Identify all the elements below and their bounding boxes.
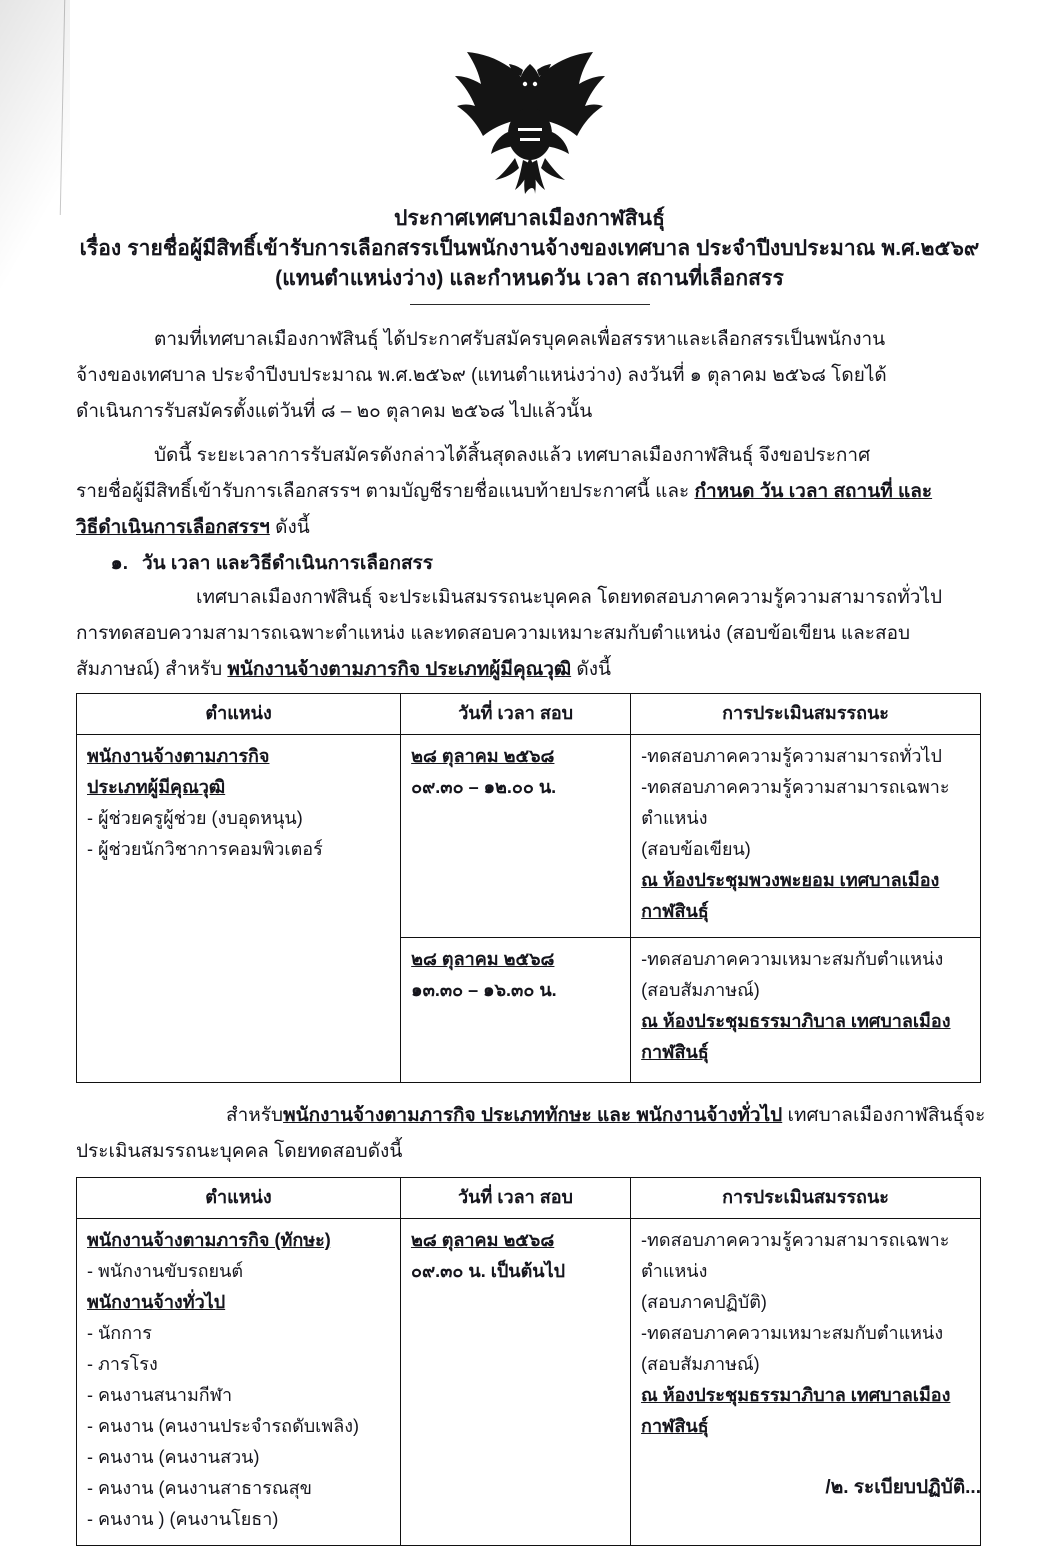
table2-assessment-line-4: (สอบสัมภาษณ์) — [641, 1354, 760, 1374]
table1-assessment-1-line-2: -ทดสอบภาคความรู้ความสามารถเฉพาะตำแหน่ง — [641, 777, 950, 828]
table2-position-item-4: - คนงานสนามกีฬา — [87, 1385, 233, 1405]
table1-assessment-2-line-1: -ทดสอบภาคความเหมาะสมกับตำแหน่ง — [641, 949, 944, 969]
table1-assessment-1-line-3: (สอบข้อเขียน) — [641, 839, 751, 859]
paragraph-2-tail: ดังนี้ — [269, 517, 310, 538]
exam-schedule-table-1 — [76, 693, 981, 1083]
paragraph-2-text: รายชื่อผู้มีสิทธิ์เข้ารับการเลือกสรรฯ ตามบัญชีรายชื่อแนบท้ายประกาศนี้ และ — [76, 481, 695, 502]
mid-text-2: เทศบาลเมืองกาฬสินธุ์จะ — [782, 1105, 986, 1126]
table1-header-assessment: การประเมินสมรรถนะ — [631, 694, 981, 735]
paragraph-3-line-1: เทศบาลเมืองกาฬสินธุ์ จะประเมินสมรรถนะบุคคล โดยทดสอบภาคความรู้ความสามารถทั่วไป — [196, 587, 943, 608]
table1-assessment-cell-2 — [631, 938, 981, 1083]
table1-position-heading-1: พนักงานจ้างตามภารกิจ — [87, 746, 270, 766]
paragraph-2-line-3 — [76, 511, 987, 545]
table2-position-item-2: - นักการ — [87, 1323, 152, 1343]
page-footer-note: /๒. ระเบียบปฏิบัติ... — [825, 1477, 981, 1498]
mid-paragraph — [76, 1099, 987, 1169]
table1-position-heading-2: ประเภทผู้มีคุณวุฒิ — [87, 777, 226, 797]
table1-venue-2: ณ ห้องประชุมธรรมาภิบาล เทศบาลเมืองกาฬสินธุ์ — [641, 1011, 951, 1062]
table2-position-cell — [77, 1219, 401, 1546]
paragraph-3-line-3 — [76, 653, 987, 687]
table2-position-item-5: - คนงาน (คนงานประจำรถดับเพลิง) — [87, 1416, 360, 1436]
table-header-row — [77, 1178, 981, 1219]
table2-header-position: ตำแหน่ง — [77, 1178, 401, 1219]
table-header-row — [77, 694, 981, 735]
table1-assessment-2-line-2: (สอบสัมภาษณ์) — [641, 980, 760, 1000]
table1-assessment-cell-1 — [631, 735, 981, 938]
table1-assessment-1-line-1: -ทดสอบภาคความรู้ความสามารถทั่วไป — [641, 746, 942, 766]
mid-emphasis-1: พนักงานจ้างตามภารกิจ ประเภททักษะ และ — [283, 1105, 637, 1126]
table1-datetime-cell-1 — [401, 735, 631, 938]
section-item-1-label: วัน เวลา และวิธีดำเนินการเลือกสรร — [142, 553, 433, 574]
title-divider — [410, 304, 650, 305]
table1-datetime-cell-2 — [401, 938, 631, 1083]
table2-date: ๒๘ ตุลาคม ๒๕๖๘ — [410, 1230, 555, 1250]
mid-emphasis-2: พนักงานจ้างทั่วไป — [636, 1105, 783, 1126]
table2-position-heading-2: พนักงานจ้างทั่วไป — [87, 1292, 226, 1312]
mid-text-1: สำหรับ — [226, 1105, 284, 1126]
paragraph-2-line-2 — [76, 475, 987, 509]
table2-venue-line-1: ณ ห้องประชุมธรรมาภิบาล เทศบาลเมือง — [641, 1385, 951, 1405]
table1-time-2: ๑๓.๓๐ – ๑๖.๓๐ น. — [411, 980, 557, 1000]
table1-date-2: ๒๘ ตุลาคม ๒๕๖๘ — [411, 949, 555, 969]
table2-position-item-3: - ภารโรง — [87, 1354, 158, 1374]
table2-assessment-line-1: -ทดสอบภาคความรู้ความสามารถเฉพาะตำแหน่ง — [641, 1230, 950, 1281]
section-item-1-number: ๑. — [110, 553, 128, 574]
table-row — [77, 735, 981, 938]
table2-time: ๐๙.๓๐ น. เป็นต้นไป — [410, 1261, 566, 1281]
title-line-3: (แทนตำแหน่งว่าง) และกำหนดวัน เวลา สถานที่เลือกสรร — [275, 267, 784, 290]
table2-position-item-8: - คนงาน ) (คนงานโยธา) — [87, 1509, 279, 1529]
section-item-1 — [76, 547, 987, 581]
table2-header-datetime: วันที่ เวลา สอบ — [400, 1178, 630, 1219]
table2-position-item-6: - คนงาน (คนงานสวน) — [87, 1447, 260, 1467]
table1-time-1: ๐๙.๓๐ – ๑๒.๐๐ น. — [411, 777, 557, 797]
paragraph-3-tail: ดังนี้ — [571, 659, 612, 680]
table2-position-heading-1: พนักงานจ้างตามภารกิจ (ทักษะ) — [87, 1230, 331, 1250]
paragraph-3-emphasis: พนักงานจ้างตามภารกิจ ประเภทผู้มีคุณวุฒิ — [227, 659, 572, 680]
table2-position-item-1: - พนักงานขับรถยนต์ — [87, 1261, 244, 1281]
paragraph-3-line-2: การทดสอบความสามารถเฉพาะตำแหน่ง และทดสอบความเหมาะสมกับตำแหน่ง (สอบข้อเขียน และสอบ — [76, 623, 911, 644]
table1-header-datetime: วันที่ เวลา สอบ — [401, 694, 631, 735]
table1-position-item-2: - ผู้ช่วยนักวิชาการคอมพิวเตอร์ — [87, 839, 323, 859]
table2-venue-line-2: กาฬสินธุ์ — [641, 1416, 709, 1436]
title-line-1: ประกาศเทศบาลเมืองกาฬสินธุ์ — [393, 207, 665, 230]
table1-venue-1: ณ ห้องประชุมพวงพะยอม เทศบาลเมืองกาฬสินธุ์ — [641, 870, 940, 921]
document-body — [76, 323, 987, 687]
mid-paragraph-line-1 — [76, 1099, 987, 1133]
table2-position-item-7: - คนงาน (คนงานสาธารณสุข — [87, 1478, 312, 1498]
table2-assessment-line-3: -ทดสอบภาคความเหมาะสมกับตำแหน่ง — [641, 1323, 944, 1343]
paragraph-2-line-1: บัดนี้ ระยะเวลาการรับสมัครดังกล่าวได้สิ้นสุดลงแล้ว เทศบาลเมืองกาฬสินธุ์ จึงขอประกาศ — [154, 445, 871, 466]
paragraph-1-line-2: จ้างของเทศบาล ประจำปีงบประมาณ พ.ศ.๒๕๖๙ (แทนตำแหน่งว่าง) ลงวันที่ ๑ ตุลาคม ๒๕๖๘ โดยได้ — [76, 365, 887, 386]
table2-assessment-line-2: (สอบภาคปฏิบัติ) — [641, 1292, 767, 1312]
title-line-2: เรื่อง รายชื่อผู้มีสิทธิ์เข้ารับการเลือกสรรเป็นพนักงานจ้างของเทศบาล ประจำปีงบประมาณ พ.ศ.๒๕๖๙ — [79, 237, 980, 260]
document-title — [0, 204, 1059, 305]
paragraph-1-line-3: ดำเนินการรับสมัครตั้งแต่วันที่ ๘ – ๒๐ ตุลาคม ๒๕๖๘ ไปแล้วนั้น — [76, 401, 593, 422]
table2-datetime-cell — [400, 1219, 630, 1546]
table1-date-1: ๒๘ ตุลาคม ๒๕๖๘ — [411, 746, 555, 766]
paragraph-3-text: สัมภาษณ์) สำหรับ — [76, 659, 228, 680]
table1-header-position: ตำแหน่ง — [77, 694, 401, 735]
mid-paragraph-line-2: ประเมินสมรรถนะบุคคล โดยทดสอบดังนี้ — [76, 1141, 403, 1162]
table1-position-item-1: - ผู้ช่วยครูผู้ช่วย (งบอุดหนุน) — [87, 808, 303, 828]
table1-position-cell — [77, 735, 401, 1083]
table2-header-assessment: การประเมินสมรรถนะ — [631, 1178, 981, 1219]
garuda-emblem — [0, 0, 1059, 198]
paragraph-2-emphasis: กำหนด วัน เวลา สถานที่ และ — [694, 481, 933, 502]
paragraph-2-emphasis-2: วิธีดำเนินการเลือกสรรฯ — [76, 517, 270, 538]
paragraph-1-line-1: ตามที่เทศบาลเมืองกาฬสินธุ์ ได้ประกาศรับสมัครบุคคลเพื่อสรรหาและเลือกสรรเป็นพนักงาน — [154, 329, 886, 350]
